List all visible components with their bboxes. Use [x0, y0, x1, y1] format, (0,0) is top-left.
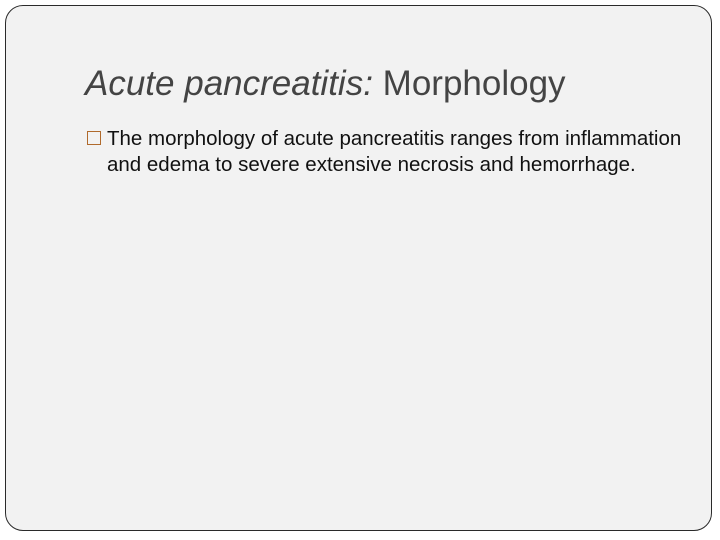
slide-title-regular: Morphology: [382, 64, 566, 103]
slide-title-italic: Acute pancreatitis:: [85, 64, 373, 103]
square-bullet-icon: [87, 131, 101, 145]
bullet-text: The morphology of acute pancreatitis ranges from inflammation and edema to severe extensive necrosis and hemorrhage.: [107, 127, 682, 176]
slide-title: [85, 64, 566, 104]
slide-frame: [5, 5, 712, 531]
bullet-item: [87, 126, 687, 177]
